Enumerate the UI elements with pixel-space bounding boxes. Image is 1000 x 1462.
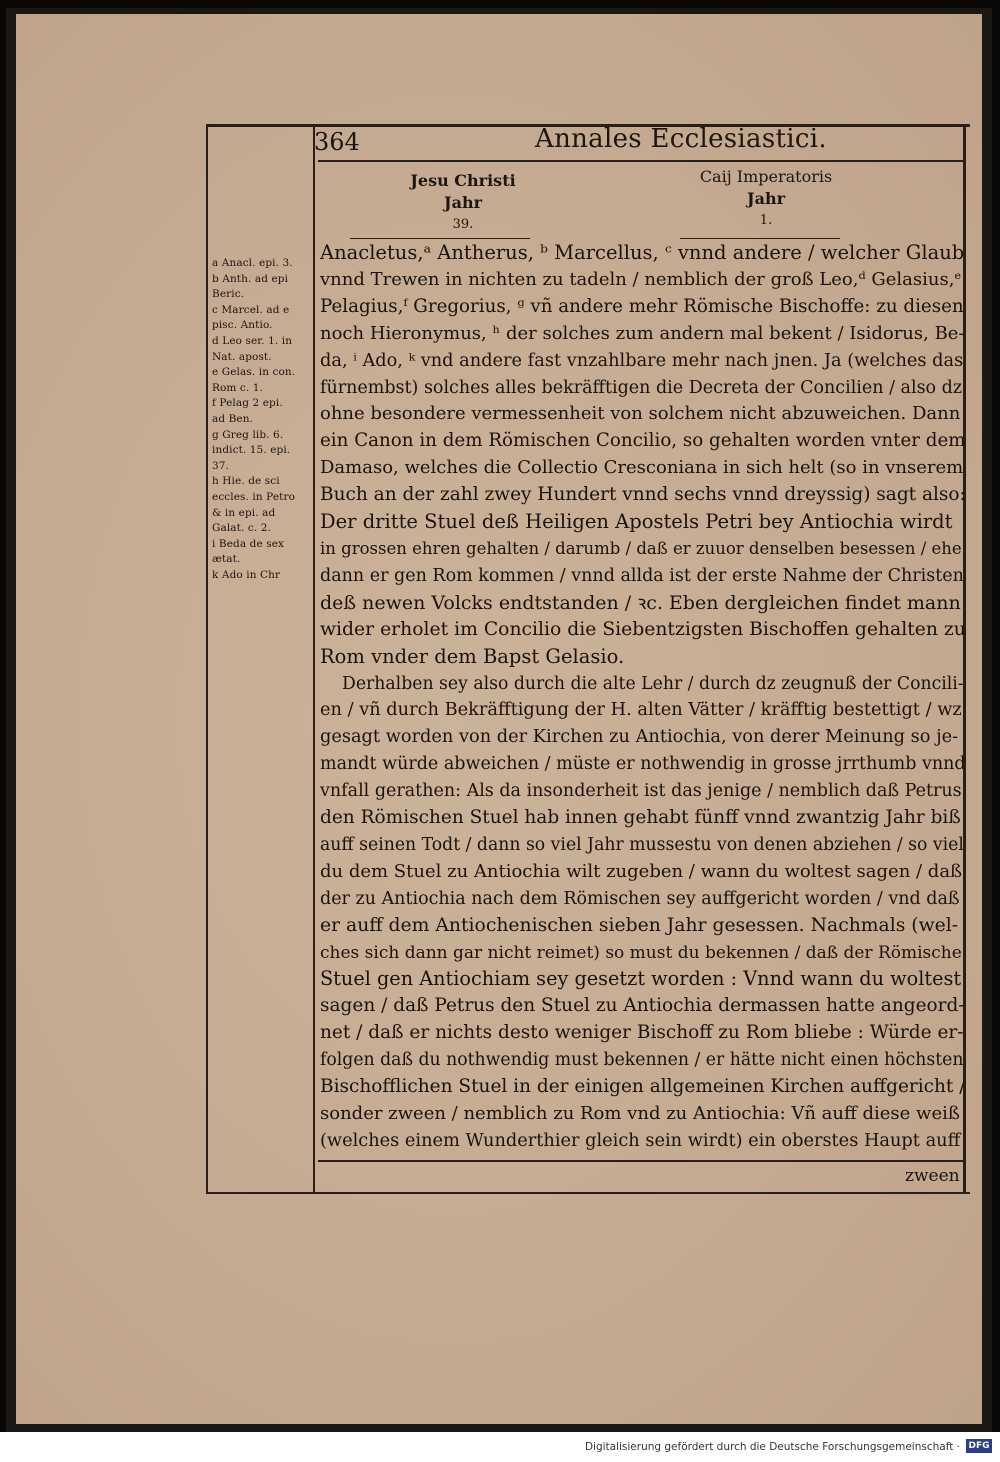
margin-note: Rom c. 1.: [212, 381, 263, 394]
footer-credit: Digitalisierung gefördert durch die Deutsche Forschungsgemeinschaft ·: [584, 1441, 960, 1453]
text-line: der zu Antiochia nach dem Römischen sey auffgericht worden / vnd daß: [320, 888, 960, 909]
text-line: (welches einem Wunderthier gleich sein wirdt) ein oberstes Haupt auff: [320, 1130, 961, 1151]
text-line: gesagt worden von der Kirchen zu Antiochia, von derer Meinung so je-: [320, 727, 959, 748]
text-line: mandt würde abweichen / müste er nothwendig in grosse jrrthumb vnnd: [320, 754, 966, 775]
column-label: Caij Imperatoris: [699, 167, 833, 186]
text-bottom-rule: [318, 1160, 963, 1162]
column-label: Jahr: [444, 193, 482, 212]
text-line: vnfall gerathen: Als da insonderheit ist das jenige / nemblich daß Petrus: [320, 781, 962, 802]
dfg-logo: DFG: [966, 1439, 992, 1453]
margin-note: c Marcel. ad e: [212, 303, 290, 316]
margin-note: Beric.: [212, 288, 245, 301]
text-line: du dem Stuel zu Antiochia wilt zugeben / wann du woltest sagen / daß: [320, 860, 963, 882]
frame-rule-inner-left: [313, 124, 315, 1194]
text-line: Buch an der zahl zwey Hundert vnnd sechs vnnd dreyssig) sagt also:: [320, 484, 966, 506]
text-line: sagen / daß Petrus den Stuel zu Antiochia dermassen hatte angeord-: [320, 995, 965, 1017]
margin-note: e Gelas. in con.: [212, 366, 296, 379]
margin-note: k Ado in Chr: [212, 568, 281, 581]
running-head: Annales Ecclesiastici.: [535, 124, 827, 154]
margin-note: a Anacl. epi. 3.: [212, 257, 293, 269]
text-line: fürnembst) solches alles bekräfftigen die Decreta der Concilien / also dz: [320, 377, 963, 398]
marginal-references: [212, 256, 312, 583]
text-line: Derhalben sey also durch die alte Lehr / durch dz zeugnuß der Concili-: [342, 673, 964, 694]
text-line: deß newen Volcks endtstanden / ꝛc. Eben dergleichen findet mann: [320, 591, 961, 614]
margin-note: pisc. Antio.: [212, 319, 273, 332]
body-text: [320, 240, 966, 1155]
text-line: noch Hieronymus, ʰ der solches zum andern mal bekent / Isidorus, Be-: [320, 322, 965, 344]
text-line: den Römischen Stuel hab innen gehabt fünff vnnd zwantzig Jahr biß: [320, 807, 961, 829]
text-line: da, ⁱ Ado, ᵏ vnd andere fast vnzahlbare mehr nach jnen. Ja (welches das: [320, 350, 964, 371]
year-column-emperor: [676, 166, 856, 232]
text-line: auff seinen Todt / dann so viel Jahr mussestu von denen abziehen / so viel: [320, 834, 964, 855]
column-label: Jesu Christi: [410, 171, 516, 190]
text-line: in grossen ehren gehalten / darumb / daß er zuuor denselben besessen / ehe: [320, 538, 962, 558]
margin-note: g Greg lib. 6.: [212, 428, 284, 441]
margin-note: ætat.: [212, 553, 241, 566]
text-line: ohne besondere vermessenheit von solchem nicht abzuweichen. Dann: [320, 403, 961, 425]
page-number: 364: [314, 128, 360, 156]
frame-rule-left: [206, 124, 208, 1194]
text-line: ches sich dann gar nicht reimet) so must du bekennen / daß der Römische: [320, 942, 962, 963]
text-line: Pelagius,ᶠ Gregorius, ᵍ vñ andere mehr Römische Bischoffe: zu diesen: [320, 295, 964, 317]
margin-note: d Leo ser. 1. in: [212, 334, 293, 347]
column-rule: [680, 238, 840, 239]
text-line: wider erholet im Concilio die Siebentzigsten Bischoffen gehalten zu: [320, 618, 966, 640]
header-rule: [318, 160, 963, 162]
text-line: Der dritte Stuel deß Heiligen Apostels Petri bey Antiochia wirdt: [320, 510, 953, 534]
text-line: Stuel gen Antiochiam sey gesetzt worden : Vnnd wann du woltest: [320, 967, 962, 991]
column-rule: [350, 238, 530, 239]
margin-note: 37.: [212, 459, 229, 472]
year-column-christ: [378, 170, 548, 236]
margin-note: b Anth. ad epi: [212, 272, 289, 285]
text-line: ein Canon in dem Römischen Concilio, so gehalten worden vnter dem: [320, 430, 966, 452]
margin-note: ad Ben.: [212, 412, 254, 425]
text-line: vnnd Trewen in nichten zu tadeln / nemblich der groß Leo,ᵈ Gelasius,ᵉ: [320, 268, 962, 290]
catchword: zween: [905, 1166, 960, 1186]
text-line: dann er gen Rom kommen / vnnd allda ist der erste Nahme der Christen: [320, 565, 964, 586]
text-line: en / vñ durch Bekräfftigung der H. alten Vätter / kräfftig bestettigt / wz: [320, 700, 962, 721]
margin-note: Nat. apost.: [212, 350, 272, 363]
margin-note: & in epi. ad: [212, 506, 276, 519]
column-label: Jahr: [747, 189, 785, 208]
margin-note: h Hie. de sci: [212, 475, 280, 488]
margin-note: eccles. in Petro: [212, 490, 296, 503]
text-line: folgen daß du nothwendig must bekennen / er hätte nicht einen höchsten: [320, 1050, 964, 1071]
text-line: net / daß er nichts desto weniger Bischoff zu Rom bliebe : Würde er-: [320, 1022, 964, 1044]
margin-note: f Pelag 2 epi.: [212, 397, 283, 410]
frame-rule-bottom: [206, 1192, 970, 1194]
text-line: sonder zween / nemblich zu Rom vnd zu Antiochia: Vñ auff diese weiß: [320, 1103, 960, 1124]
margin-note: indict. 15. epi.: [212, 444, 291, 457]
text-line: Anacletus,ᵃ Antherus, ᵇ Marcellus, ᶜ vnnd andere / welcher Glaub: [320, 241, 965, 264]
text-line: Rom vnder dem Bapst Gelasio.: [320, 644, 625, 668]
column-year-number: 39.: [452, 217, 474, 232]
margin-note: i Beda de sex: [212, 537, 285, 550]
text-line: er auff dem Antiochenischen sieben Jahr gesessen. Nachmals (wel-: [320, 914, 959, 936]
text-line: Damaso, welches die Collectio Cresconiana in sich helt (so in vnserem: [320, 457, 964, 479]
column-year-number: 1.: [759, 213, 773, 228]
text-line: Bischofflichen Stuel in der einigen allgemeinen Kirchen auffgericht /: [320, 1076, 966, 1098]
margin-note: Galat. c. 2.: [212, 522, 271, 535]
